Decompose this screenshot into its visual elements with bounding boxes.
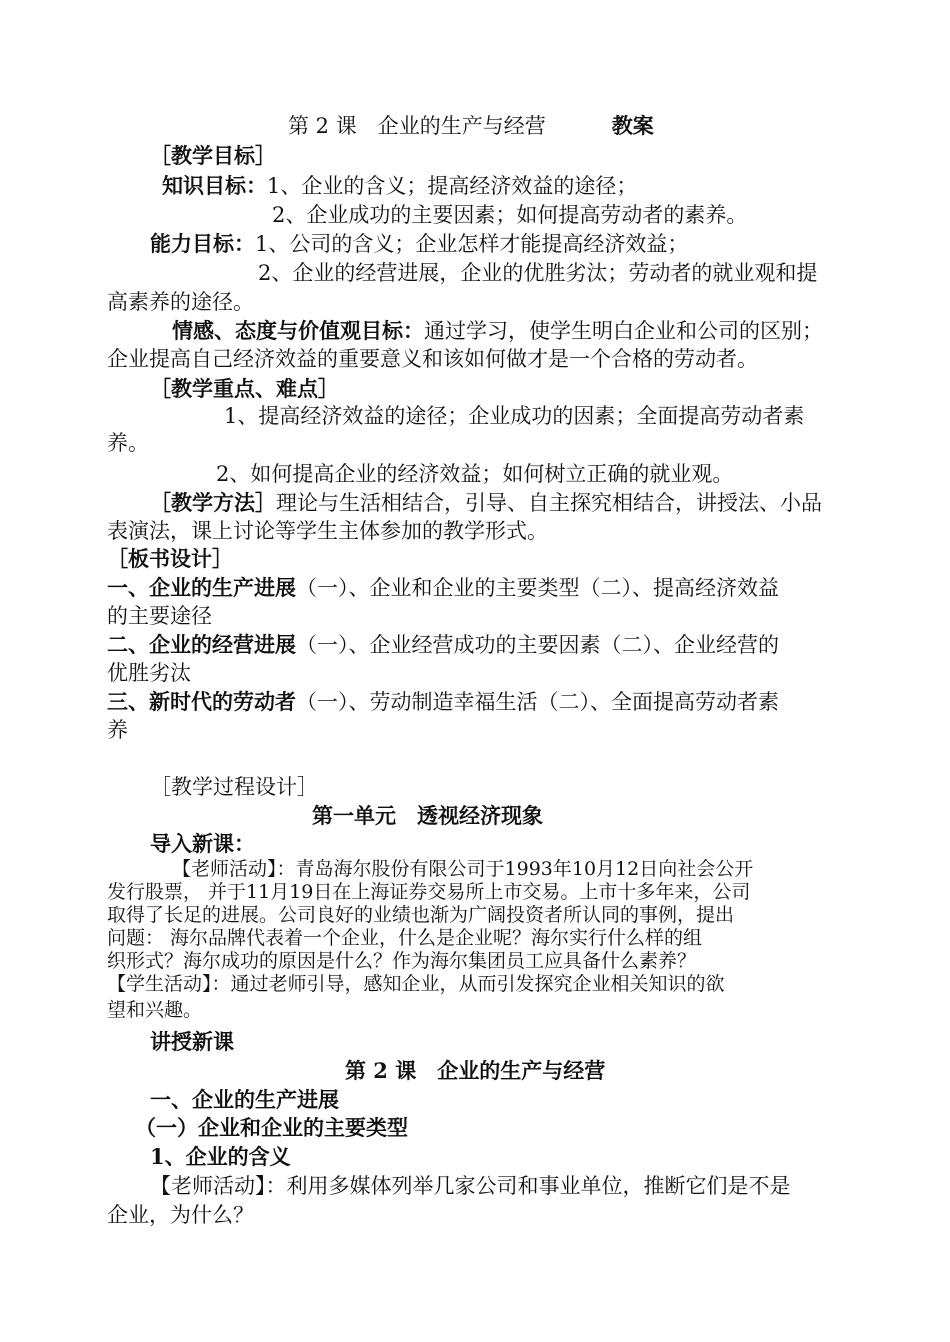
knowledge-label: 知识目标： <box>162 173 267 198</box>
lesson-title: 第 2 课 企业的生产与经营 <box>345 1058 606 1083</box>
section-1: 一、企业的生产进展 <box>150 1087 339 1112</box>
emotion-b: 企业提高自己经济效益的重要意义和该如何做才是一个合格的劳动者。 <box>107 347 758 371</box>
student-tag: 【学生活动】 <box>107 973 212 995</box>
title-plan: 教案 <box>611 113 654 138</box>
student-a: ：通过老师引导，感知企业，从而引发探究企业相关知识的欲 <box>211 973 725 995</box>
title-course: 第 2 课 企业的生产与经营 <box>288 114 546 138</box>
board-heading: ［板书设计］ <box>107 546 233 571</box>
board-1-line <box>107 575 779 601</box>
board-3-a: （一）、劳动制造幸福生活（二）、全面提高劳动者素 <box>296 690 779 714</box>
intro-p4: 问题： 海尔品牌代表着一个企业，什么是企业呢？海尔实行什么样的组 <box>107 927 703 949</box>
ability-label: 能力目标： <box>150 231 255 256</box>
board-2-label: 二、企业的经营进展 <box>107 632 296 657</box>
board-2-a: （一）、企业经营成功的主要因素（二）、企业经营的 <box>296 633 779 657</box>
key-1a: 1、提高经济效益的途径；企业成功的因素；全面提高劳动者素 <box>224 404 805 428</box>
knowledge-1: 1、企业的含义；提高经济效益的途径； <box>267 174 638 198</box>
section-1-1-1: 1、企业的含义 <box>150 1144 291 1169</box>
method-label: ［教学方法］ <box>150 490 276 515</box>
emotion-label: 情感、态度与价值观目标： <box>172 318 424 343</box>
board-3-line <box>107 689 779 715</box>
board-3-b: 养 <box>107 718 128 742</box>
lecture-label: 讲授新课 <box>150 1029 234 1054</box>
key-1b: 养。 <box>107 431 149 455</box>
intro-p1-line <box>172 858 753 880</box>
intro-p3: 取得了长足的进展。公司良好的业绩也渐为广阔投资者所认同的事例，提出 <box>107 904 735 926</box>
student-line-1 <box>107 973 725 995</box>
student-b: 望和兴趣。 <box>107 999 203 1021</box>
process-heading: ［教学过程设计］ <box>150 775 318 799</box>
knowledge-line-1 <box>162 173 637 199</box>
board-2-line <box>107 632 779 658</box>
method-b: 表演法，课上讨论等学生主体参加的教学形式。 <box>107 519 548 543</box>
teacher-act2-a: ：利用多媒体列举几家公司和事业单位，推断它们是不是 <box>265 1174 791 1198</box>
section-1-1: （一）企业和企业的主要类型 <box>135 1115 408 1140</box>
intro-label: 导入新课： <box>150 831 255 856</box>
board-1-label: 一、企业的生产进展 <box>107 575 296 600</box>
teacher-act2-b: 企业，为什么？ <box>107 1203 254 1227</box>
ability-1: 1、公司的含义；企业怎样才能提高经济效益； <box>255 232 689 256</box>
knowledge-2: 2、企业成功的主要因素；如何提高劳动者的素养。 <box>272 203 748 227</box>
doc-title <box>288 113 654 139</box>
intro-p1: ：青岛海尔股份有限公司于1993年10月12日向社会公开 <box>276 858 754 880</box>
ability-2a: 2、企业的经营进展，企业的优胜劣汰；劳动者的就业观和提 <box>258 261 818 285</box>
method-line-1 <box>150 490 822 516</box>
emotion-line-1 <box>172 318 823 344</box>
teacher-tag: 【老师活动】 <box>172 858 277 880</box>
board-1-b: 的主要途径 <box>107 604 212 628</box>
teacher-act2-line <box>150 1173 791 1199</box>
board-2-b: 优胜劣汰 <box>107 661 191 685</box>
intro-p5: 织形式？海尔成功的原因是什么？作为海尔集团员工应具备什么素养？ <box>107 950 697 972</box>
board-3-label: 三、新时代的劳动者 <box>107 689 296 714</box>
board-1-a: （一）、企业和企业的主要类型（二）、提高经济效益 <box>296 576 779 600</box>
ability-line-1 <box>150 231 688 257</box>
key-2: 2、如何提高企业的经济效益；如何树立正确的就业观。 <box>216 462 734 486</box>
ability-2b: 高素养的途径。 <box>107 290 254 314</box>
key-heading: ［教学重点、难点］ <box>150 376 339 401</box>
emotion-a: 通过学习，使学生明白企业和公司的区别； <box>424 319 823 343</box>
unit-title: 第一单元 透视经济现象 <box>312 803 543 828</box>
intro-p2: 发行股票， 并于11月19日在上海证券交易所上市交易。上市十多年来，公司 <box>107 881 751 903</box>
method-a: 理论与生活相结合，引导、自主探究相结合，讲授法、小品 <box>276 491 822 515</box>
teacher-tag-2: 【老师活动】 <box>150 1174 266 1198</box>
goals-heading: ［教学目标］ <box>150 143 276 168</box>
